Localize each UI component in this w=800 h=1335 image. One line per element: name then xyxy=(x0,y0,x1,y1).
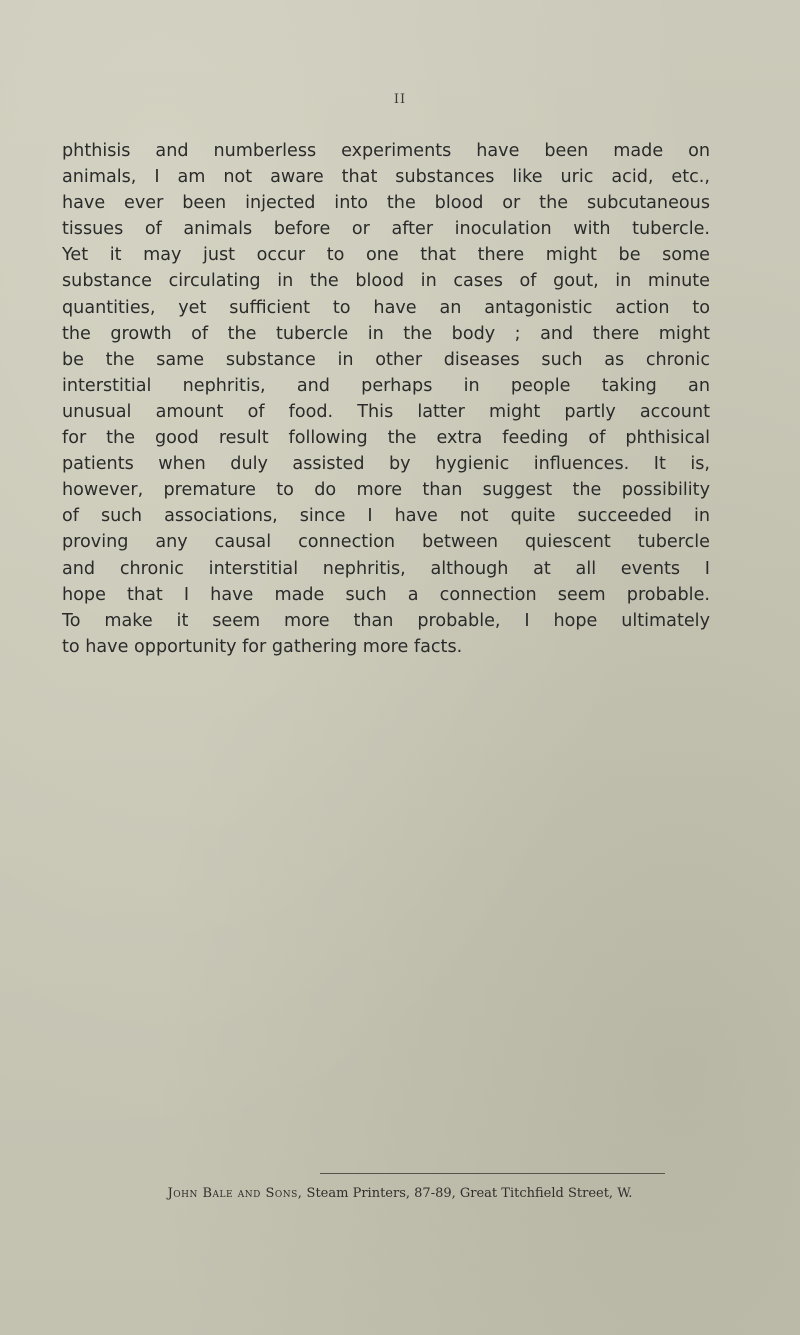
text-line: and chronic interstitial nephritis, although at all events I xyxy=(62,558,710,579)
imprint-divider xyxy=(320,1173,665,1174)
text-line: for the good result following the extra feeding of phthisical xyxy=(62,428,710,449)
text-line: tissues of animals before or after inoculation with tubercle. xyxy=(62,219,710,240)
text-line: be the same substance in other diseases such as chronic xyxy=(62,349,710,370)
text-line: phthisis and numberless experiments have been made on xyxy=(62,141,710,161)
text-line: unusual amount of food. This latter might partly account xyxy=(62,401,710,422)
text-line: of such associations, since I have not quite succeeded in xyxy=(62,506,710,527)
text-line: interstitial nephritis, and perhaps in people taking an xyxy=(62,375,710,396)
printer-name: John Bale and Sons, xyxy=(167,1186,303,1201)
text-line: animals, I am not aware that substances like uric acid, etc., xyxy=(62,167,710,188)
text-line: To make it seem more than probable, I hope ultimately xyxy=(62,610,710,631)
text-line: Yet it may just occur to one that there might be some xyxy=(62,245,710,266)
text-line: hope that I have made such a connection seem probable. xyxy=(62,584,710,605)
text-line: substance circulating in the blood in cases of gout, in minute xyxy=(62,271,710,292)
printer-details: Steam Printers, 87-89, Great Titchfield Street, W. xyxy=(302,1186,633,1201)
text-line: the growth of the tubercle in the body ; and there might xyxy=(62,323,710,344)
text-line: to have opportunity for gathering more facts. xyxy=(62,636,463,657)
text-line: however, premature to do more than suggest the possibility xyxy=(62,480,710,501)
text-line: proving any causal connection between quiescent tubercle xyxy=(62,532,710,553)
page-number: II xyxy=(393,92,407,107)
text-line: have ever been injected into the blood or the subcutaneous xyxy=(62,193,710,214)
printer-imprint xyxy=(0,1186,800,1201)
text-line: quantities, yet sufficient to have an antagonistic action to xyxy=(62,297,710,318)
body-paragraph xyxy=(62,138,710,660)
text-line: patients when duly assisted by hygienic influences. It is, xyxy=(62,454,710,475)
